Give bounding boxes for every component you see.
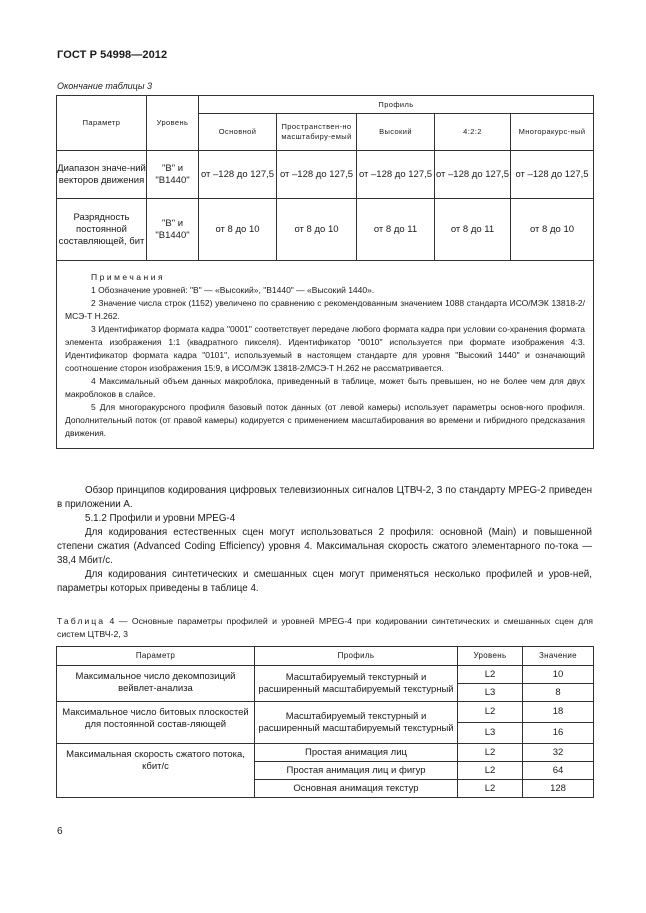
cell-value: от –128 до 127,5 bbox=[277, 151, 357, 199]
cell-level: L2 bbox=[458, 744, 523, 762]
cell-value: 18 bbox=[523, 702, 594, 723]
table-row bbox=[57, 151, 594, 199]
cell-param: Максимальное число битовых плоскостей для постоянной состав-ляющей bbox=[57, 702, 255, 744]
cell-level: "В" и "В1440" bbox=[147, 199, 199, 261]
table-row bbox=[57, 744, 594, 762]
cell-value: от –128 до 127,5 bbox=[511, 151, 594, 199]
header-param: Параметр bbox=[57, 647, 255, 666]
cell-level: L2 bbox=[458, 762, 523, 780]
cell-value: от 8 до 11 bbox=[357, 199, 435, 261]
cell-param: Максимальная скорость сжатого потока, кбит/с bbox=[57, 744, 255, 798]
table-continuation-label: Окончание таблицы 3 bbox=[57, 81, 152, 91]
cell-param: Диапазон значе-ний векторов движения bbox=[57, 151, 147, 199]
header-profile-spatial: Пространствен-но масштабиру-емый bbox=[277, 114, 357, 151]
cell-profile: Простая анимация лиц и фигур bbox=[255, 762, 458, 780]
cell-value: от 8 до 11 bbox=[435, 199, 511, 261]
cell-param: Максимальное число декомпозиций вейвлет-анализа bbox=[57, 666, 255, 702]
header-level: Уровень bbox=[458, 647, 523, 666]
page-number: 6 bbox=[57, 826, 63, 837]
cell-level: L2 bbox=[458, 780, 523, 798]
table-4-caption bbox=[57, 615, 593, 641]
table-notes bbox=[57, 261, 594, 449]
table-row bbox=[57, 702, 594, 723]
cell-profile: Масштабируемый текстурный и расширенный масштабируемый текстурный bbox=[255, 702, 458, 744]
note-item: 3 Идентификатор формата кадра "0001" соответствует передаче любого формата кадра при условии со-хранения формата элемента изображения 1:1 (квадратного пикселя). Идентификатор "0010" используется при формате изображения 4:3. Идентификатор формата кадра "0101", используемый в настоящем стандарте для уровня "Высокий 1440" и означающий соотношение сторон изображения 15:9, в ИСО/МЭК 13818-2/МСЭ-Т Н.262 не рассматривается. bbox=[65, 324, 586, 373]
note-item: 5 Для многоракурсного профиля базовый поток данных (от левой камеры) использует параметры основ-ного профиля. Дополнительный поток (от правой камеры) кодируется с применением масштабирования во времени и гибридного предсказания движения. bbox=[65, 402, 586, 438]
caption-label: Таблица bbox=[57, 616, 106, 626]
cell-value: от –128 до 127,5 bbox=[199, 151, 277, 199]
page-header-title: ГОСТ Р 54998—2012 bbox=[57, 49, 168, 61]
cell-level: L2 bbox=[458, 666, 523, 684]
cell-value: от –128 до 127,5 bbox=[357, 151, 435, 199]
cell-value: от 8 до 10 bbox=[511, 199, 594, 261]
header-profile: Профиль bbox=[199, 96, 594, 114]
cell-level: "В" и "В1440" bbox=[147, 151, 199, 199]
cell-param: Разрядность постоянной составляющей, бит bbox=[57, 199, 147, 261]
cell-value: 16 bbox=[523, 723, 594, 744]
table-row bbox=[57, 199, 594, 261]
cell-level: L3 bbox=[458, 684, 523, 702]
header-profile-multiview: Многоракурс-ный bbox=[511, 114, 594, 151]
table-row bbox=[57, 666, 594, 684]
section-heading: 5.1.2 Профили и уровни MPEG-4 bbox=[85, 513, 236, 524]
header-profile-main: Основной bbox=[199, 114, 277, 151]
cell-level: L3 bbox=[458, 723, 523, 744]
header-value: Значение bbox=[523, 647, 594, 666]
cell-profile: Основная анимация текстур bbox=[255, 780, 458, 798]
cell-value: от 8 до 10 bbox=[199, 199, 277, 261]
header-param: Параметр bbox=[57, 96, 147, 151]
cell-value: 32 bbox=[523, 744, 594, 762]
header-profile-high: Высокий bbox=[357, 114, 435, 151]
caption-text: 4 — Основные параметры профилей и уровней MPEG-4 при кодировании синтетических и смешанных сцен для систем ЦТВЧ-2, 3 bbox=[57, 616, 593, 639]
paragraph: Для кодирования синтетических и смешанных сцен могут применяться несколько профилей и уров-ней, параметры которых приведены в таблице 4. bbox=[57, 569, 592, 594]
table-3 bbox=[56, 95, 594, 449]
cell-profile: Простая анимация лиц bbox=[255, 744, 458, 762]
note-item: 4 Максимальный объем данных макроблока, приведенный в таблице, может быть превышен, но не более чем для двух макроблоков в слайсе. bbox=[65, 376, 586, 399]
paragraph: Обзор принципов кодирования цифровых телевизионных сигналов ЦТВЧ-2, 3 по стандарту MPEG-2 приведен в приложении А. bbox=[57, 485, 592, 510]
cell-value: 10 bbox=[523, 666, 594, 684]
header-level: Уровень bbox=[147, 96, 199, 151]
note-item: 1 Обозначение уровней: "В" — «Высокий», "В1440" — «Высокий 1440». bbox=[91, 285, 375, 295]
cell-value: от –128 до 127,5 bbox=[435, 151, 511, 199]
note-item: 2 Значение числа строк (1152) увеличено по сравнению с рекомендованным значением 1088 стандарта ИСО/МЭК 13818-2/МСЭ-Т Н.262. bbox=[65, 298, 586, 321]
header-profile-422: 4:2:2 bbox=[435, 114, 511, 151]
cell-level: L2 bbox=[458, 702, 523, 723]
notes-title: Примечания bbox=[91, 272, 166, 282]
cell-profile: Масштабируемый текстурный и расширенный масштабируемый текстурный bbox=[255, 666, 458, 702]
cell-value: 64 bbox=[523, 762, 594, 780]
cell-value: 8 bbox=[523, 684, 594, 702]
header-profile: Профиль bbox=[255, 647, 458, 666]
cell-value: 128 bbox=[523, 780, 594, 798]
table-4 bbox=[56, 646, 594, 798]
body-text bbox=[57, 484, 592, 596]
cell-value: от 8 до 10 bbox=[277, 199, 357, 261]
paragraph: Для кодирования естественных сцен могут использоваться 2 профиля: основной (Main) и повышенной степени сжатия (Advanced Coding Efficiency) уровня 4. Максимальная скорость сжатого элементарного по-тока — 38,4 Мбит/с. bbox=[57, 527, 592, 566]
